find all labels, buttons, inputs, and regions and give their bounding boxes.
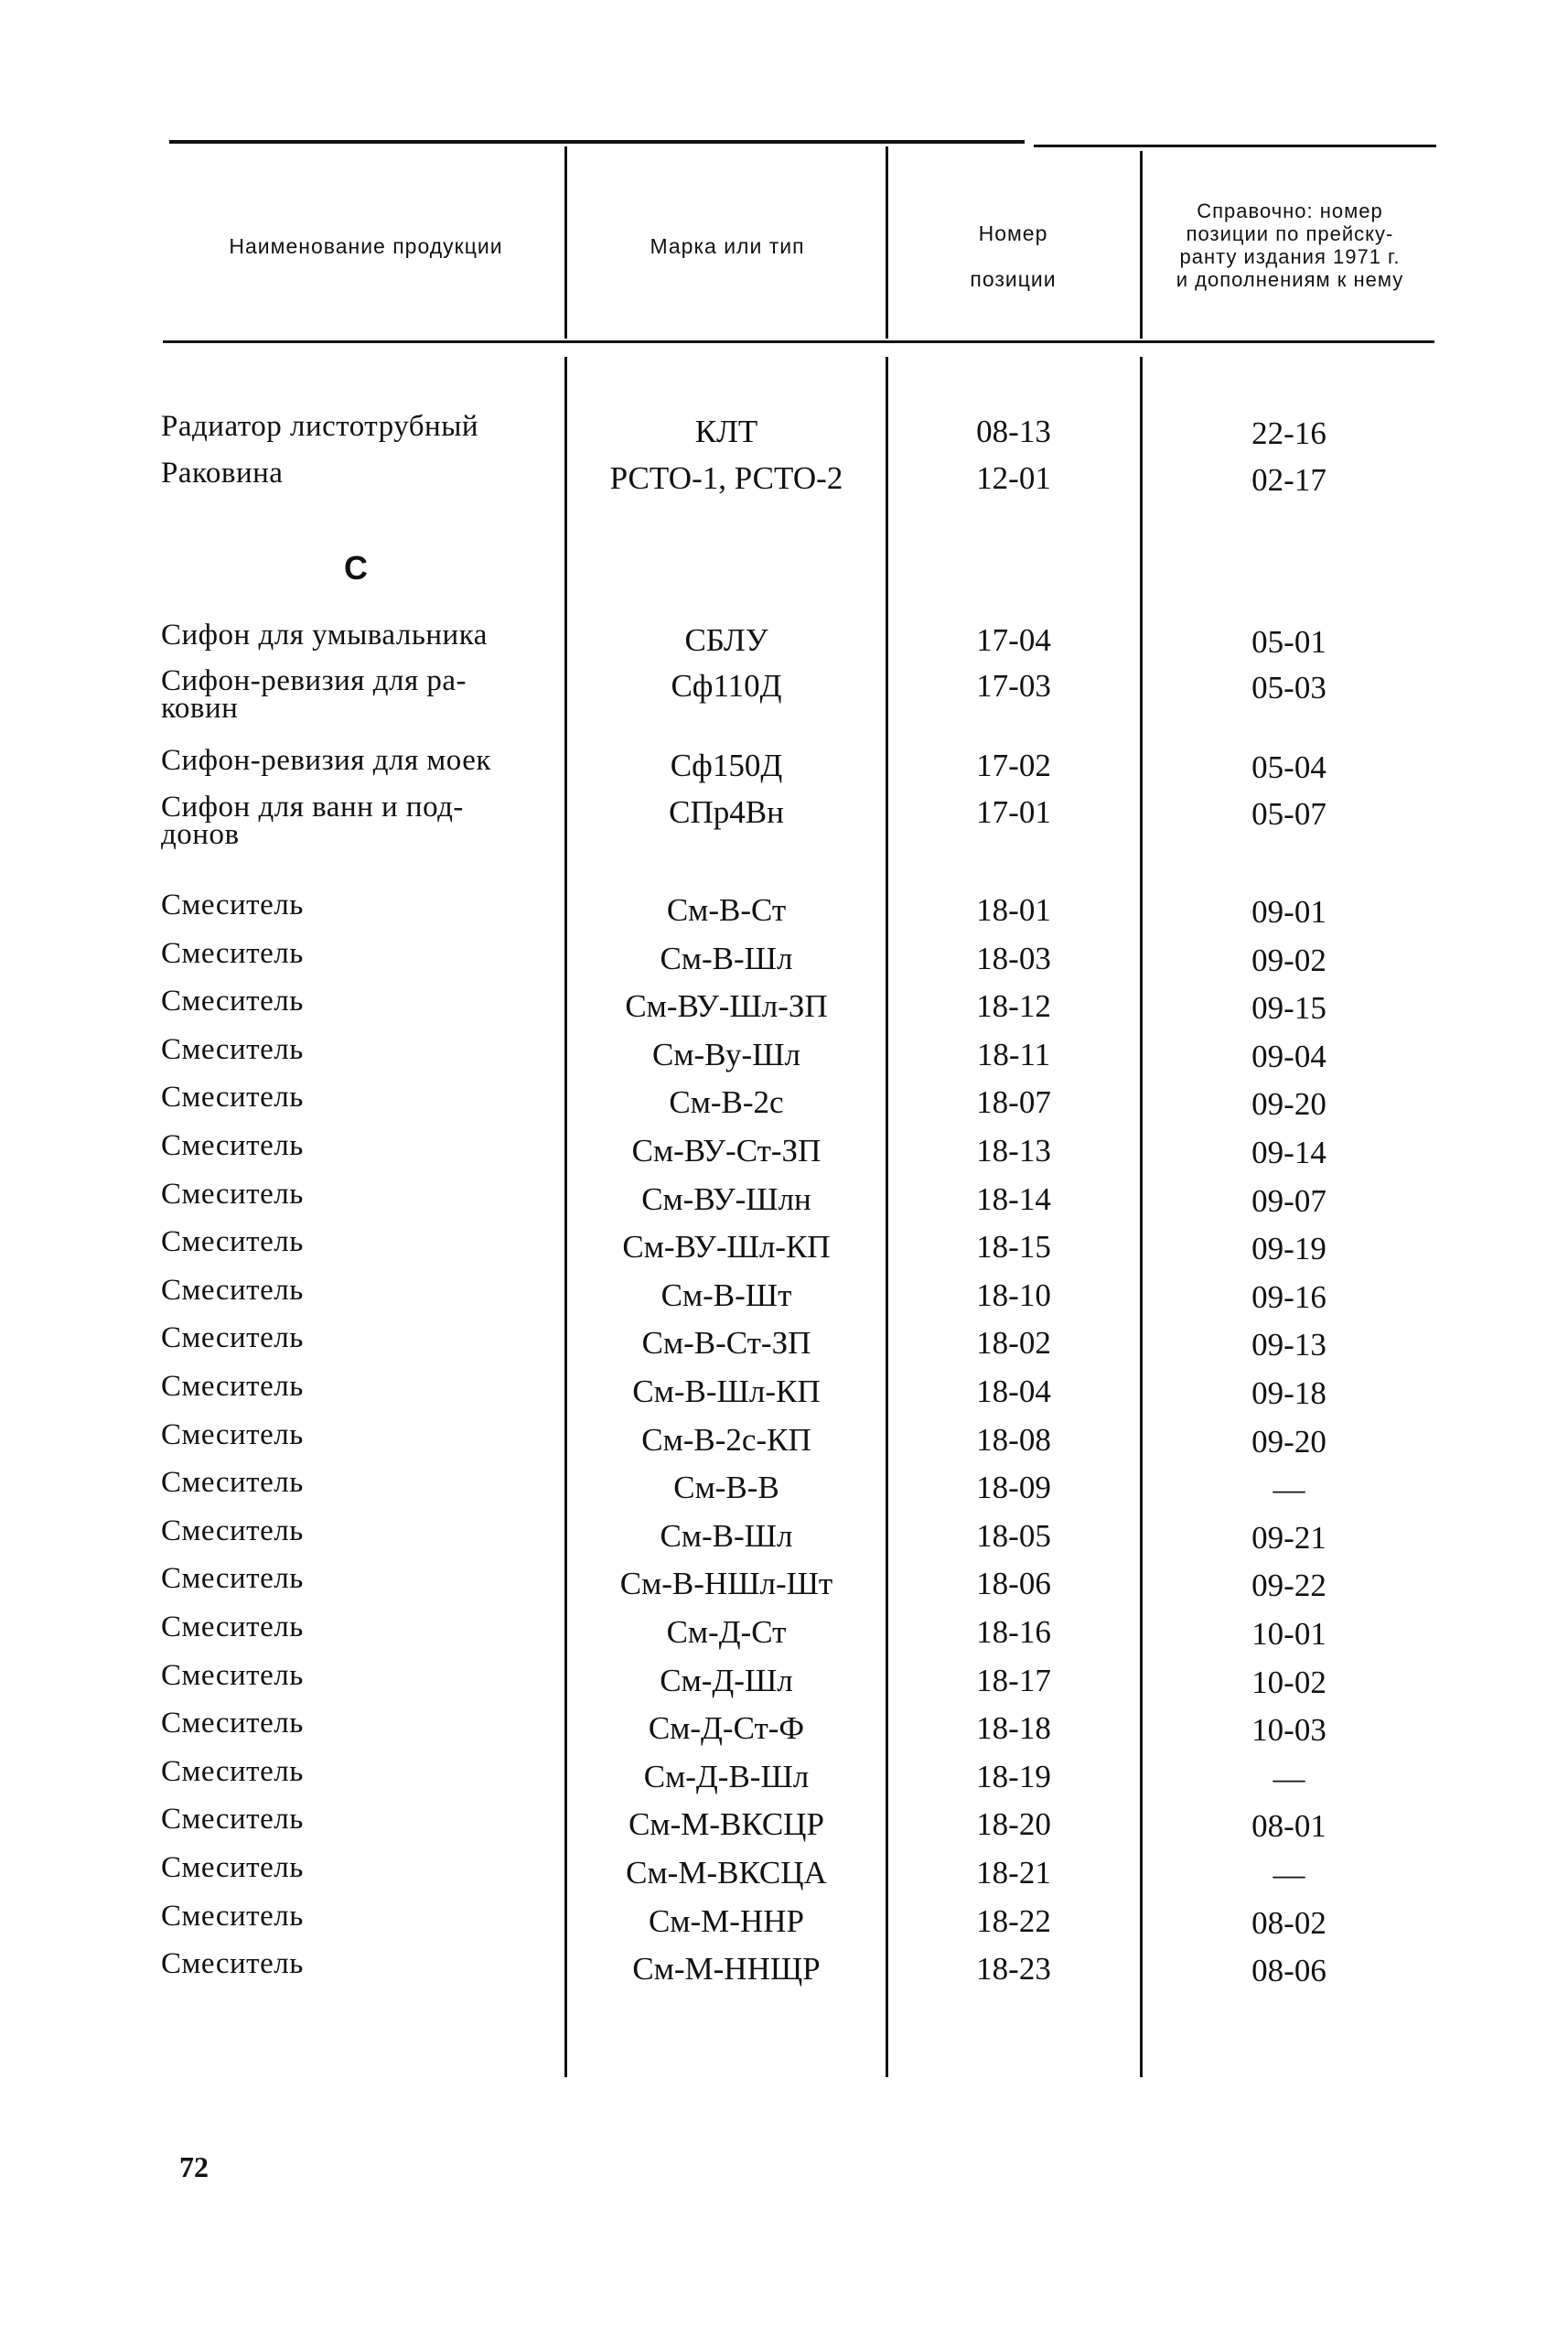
position-number: 18-09 xyxy=(976,1470,1051,1505)
position-number: 18-17 xyxy=(976,1663,1051,1698)
reference-number: 09-15 xyxy=(1251,990,1326,1026)
reference-number: 02-17 xyxy=(1251,462,1326,498)
product-name: Раковина xyxy=(161,457,284,490)
reference-number: 09-07 xyxy=(1251,1183,1326,1219)
product-name: Сифон-ревизия для моек xyxy=(161,744,491,777)
reference-number: 10-01 xyxy=(1251,1616,1326,1652)
mark-type: Сф150Д xyxy=(670,748,783,783)
reference-number: 09-13 xyxy=(1251,1327,1326,1363)
position-number: 18-11 xyxy=(976,1037,1051,1072)
product-name-continued: донов xyxy=(161,818,240,851)
position-number: 12-01 xyxy=(976,460,1051,496)
product-name: Смеситель xyxy=(161,1514,304,1547)
reference-number: 10-02 xyxy=(1251,1664,1326,1700)
section-letter: С xyxy=(344,549,368,587)
product-name: Смеситель xyxy=(161,1755,304,1788)
position-number: 18-15 xyxy=(976,1229,1051,1265)
position-number: 18-05 xyxy=(976,1518,1051,1554)
mark-type: См-М-ВКСЦР xyxy=(628,1806,824,1842)
position-number: 18-23 xyxy=(976,1951,1051,1987)
mark-type: См-В-НШл-Шт xyxy=(619,1566,833,1601)
position-number: 18-13 xyxy=(976,1133,1051,1169)
header-position-number-line1: Номер xyxy=(978,221,1048,245)
position-number: 18-21 xyxy=(976,1855,1051,1891)
product-name: Сифон-ревизия для ра- xyxy=(161,664,467,697)
reference-number: — xyxy=(1273,1471,1305,1507)
mark-type: См-В-Шл xyxy=(660,1518,793,1554)
reference-number: 05-03 xyxy=(1251,670,1326,706)
position-number: 17-02 xyxy=(976,748,1051,783)
reference-number: 09-01 xyxy=(1251,894,1326,930)
mark-type: См-Д-В-Шл xyxy=(643,1759,810,1794)
header-product-name: Наименование продукции xyxy=(229,234,503,258)
reference-number: 05-07 xyxy=(1251,796,1326,832)
header-mark-type: Марка или тип xyxy=(650,234,805,258)
reference-number: 08-02 xyxy=(1251,1905,1326,1941)
reference-number: 05-04 xyxy=(1251,749,1326,785)
product-name-continued: ковин xyxy=(161,692,239,725)
header-reference-line4: и дополнениям к нему xyxy=(1176,268,1404,291)
mark-type: См-В-2с-КП xyxy=(641,1422,811,1458)
product-name: Смеситель xyxy=(161,1707,304,1740)
position-number: 18-20 xyxy=(976,1806,1051,1842)
position-number: 08-13 xyxy=(976,414,1051,449)
position-number: 18-10 xyxy=(976,1277,1051,1313)
mark-type: См-Д-Ст-Ф xyxy=(648,1710,805,1746)
reference-number: — xyxy=(1273,1761,1305,1796)
mark-type: Сф110Д xyxy=(671,668,782,704)
mark-type: СБЛУ xyxy=(684,622,768,658)
position-number: 18-08 xyxy=(976,1422,1051,1458)
product-name: Смеситель xyxy=(161,1129,304,1162)
product-name: Смеситель xyxy=(161,1081,304,1114)
product-name: Сифон для ванн и под- xyxy=(161,791,464,824)
position-number: 18-12 xyxy=(976,988,1051,1024)
header-position-number-line2: позиции xyxy=(970,267,1057,291)
reference-number: 09-18 xyxy=(1251,1375,1326,1411)
product-name: Смеситель xyxy=(161,1466,304,1499)
product-name: Смеситель xyxy=(161,1562,304,1595)
position-number: 18-18 xyxy=(976,1710,1051,1746)
reference-number: 09-04 xyxy=(1251,1039,1326,1074)
product-name: Сифон для умывальника xyxy=(161,619,488,652)
mark-type: См-В-2с xyxy=(669,1084,784,1120)
product-name: Смеситель xyxy=(161,1851,304,1884)
position-number: 18-19 xyxy=(976,1759,1051,1794)
mark-type: СПр4Вн xyxy=(669,794,784,830)
reference-number: 09-20 xyxy=(1251,1424,1326,1460)
position-number: 18-06 xyxy=(976,1566,1051,1601)
mark-type: См-Д-Шл xyxy=(660,1663,793,1698)
mark-type: См-В-Шт xyxy=(660,1277,792,1313)
mark-type: См-М-ННЩР xyxy=(632,1951,821,1987)
reference-number: 09-16 xyxy=(1251,1279,1326,1315)
product-name: Радиатор листотрубный xyxy=(161,410,479,443)
position-number: 17-01 xyxy=(976,794,1051,830)
position-number: 18-01 xyxy=(976,892,1051,928)
reference-number: 08-06 xyxy=(1251,1953,1326,1988)
reference-number: 09-19 xyxy=(1251,1231,1326,1266)
product-name: Смеситель xyxy=(161,985,304,1018)
product-name: Смеситель xyxy=(161,1033,304,1066)
mark-type: См-ВУ-Шлн xyxy=(641,1181,811,1217)
product-name: Смеситель xyxy=(161,1900,304,1933)
product-name: Смеситель xyxy=(161,1659,304,1692)
mark-type: КЛТ xyxy=(694,414,758,449)
mark-type: См-В-Шл-КП xyxy=(632,1374,821,1409)
reference-number: 09-22 xyxy=(1251,1567,1326,1603)
page-number: 72 xyxy=(179,2150,209,2183)
reference-number: 22-16 xyxy=(1251,415,1326,451)
product-name: Смеситель xyxy=(161,937,304,970)
product-name: Смеситель xyxy=(161,1803,304,1836)
mark-type: См-ВУ-Шл-КП xyxy=(622,1229,831,1265)
position-number: 18-04 xyxy=(976,1374,1051,1409)
product-name: Смеситель xyxy=(161,1947,304,1980)
mark-type: РСТО-1, РСТО-2 xyxy=(609,460,843,496)
product-name: Смеситель xyxy=(161,1225,304,1258)
mark-type: См-ВУ-Шл-ЗП xyxy=(625,988,828,1024)
reference-number: 10-03 xyxy=(1251,1712,1326,1748)
header-reference-line2: позиции по прейску- xyxy=(1186,222,1394,245)
reference-number: 09-14 xyxy=(1251,1135,1326,1170)
product-name: Смеситель xyxy=(161,1274,304,1307)
product-name: Смеситель xyxy=(161,1178,304,1211)
mark-type: См-В-Ст xyxy=(666,892,787,928)
position-number: 18-03 xyxy=(976,941,1051,976)
product-name: Смеситель xyxy=(161,1611,304,1643)
reference-number: 05-01 xyxy=(1251,624,1326,660)
position-number: 17-03 xyxy=(976,668,1051,704)
product-name: Смеситель xyxy=(161,1321,304,1354)
mark-type: См-В-В xyxy=(673,1470,779,1505)
position-number: 18-07 xyxy=(976,1084,1051,1120)
mark-type: См-М-ННР xyxy=(649,1903,804,1939)
reference-number: — xyxy=(1273,1857,1305,1892)
reference-number: 09-21 xyxy=(1251,1520,1326,1556)
mark-type: См-ВУ-Ст-ЗП xyxy=(631,1133,822,1169)
product-name: Смеситель xyxy=(161,1370,304,1403)
header-reference-line1: Справочно: номер xyxy=(1197,199,1383,222)
header-reference-line3: ранту издания 1971 г. xyxy=(1179,245,1401,268)
position-number: 18-14 xyxy=(976,1181,1051,1217)
mark-type: См-Д-Ст xyxy=(666,1614,787,1650)
mark-type: См-В-Шл xyxy=(660,941,793,976)
position-number: 17-04 xyxy=(976,622,1051,658)
mark-type: См-В-Ст-ЗП xyxy=(641,1325,811,1361)
product-name: Смеситель xyxy=(161,1418,304,1451)
reference-number: 09-02 xyxy=(1251,943,1326,978)
product-name: Смеситель xyxy=(161,889,304,921)
position-number: 18-16 xyxy=(976,1614,1051,1650)
position-number: 18-22 xyxy=(976,1903,1051,1939)
mark-type: См-М-ВКСЦА xyxy=(626,1855,827,1891)
mark-type: См-Ву-Шл xyxy=(652,1037,800,1072)
position-number: 18-02 xyxy=(976,1325,1051,1361)
reference-number: 09-20 xyxy=(1251,1086,1326,1122)
reference-number: 08-01 xyxy=(1251,1808,1326,1844)
